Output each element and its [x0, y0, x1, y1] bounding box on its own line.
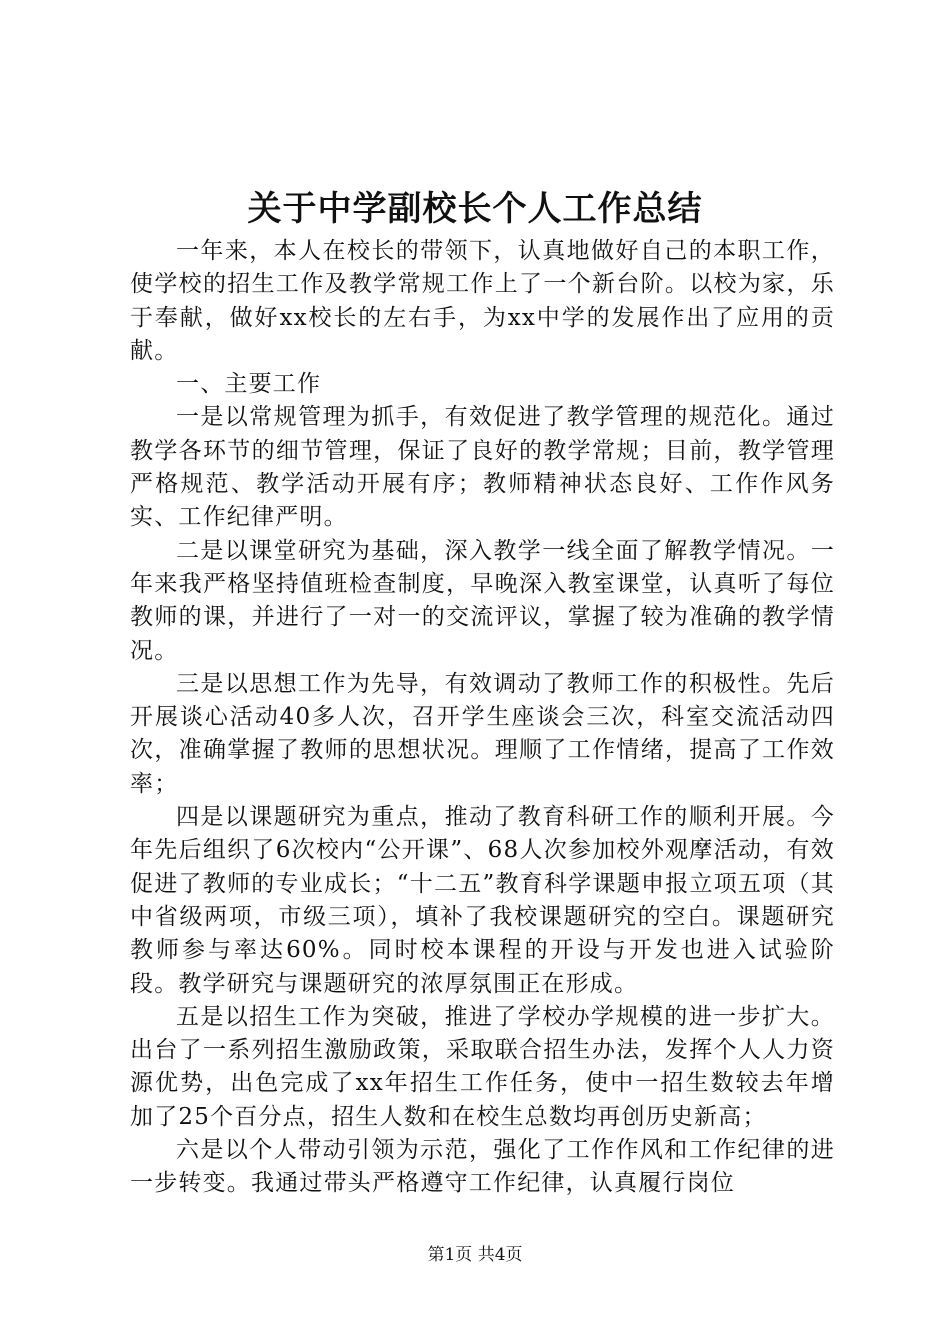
- paragraph-item-2: 二是以课堂研究为基础，深入教学一线全面了解教学情况。一年来我严格坚持值班检查制度，早晚深入教室课堂，认真听了每位教师的课，并进行了一对一的交流评议，掌握了较为准确的教学情况。: [130, 537, 835, 664]
- page-title: 关于中学副校长个人工作总结: [247, 189, 703, 229]
- paragraph-item-1: 一是以常规管理为抓手，有效促进了教学管理的规范化。通过教学各环节的细节管理，保证了良好的教学常规；目前，教学管理严格规范、教学活动开展有序；教师精神状态良好、工作作风务实、工作纪律严明。: [130, 404, 835, 531]
- page-footer: 第1页 共4页: [427, 1245, 523, 1265]
- paragraph-item-5: 五是以招生工作为突破，推进了学校办学规模的进一步扩大。出台了一系列招生激励政策，采取联合招生办法，发挥个人人力资源优势，出色完成了xx年招生工作任务，使中一招生数较去年增加了25个百分点，招生人数和在校生总数均再创历史新高；: [130, 1003, 835, 1130]
- document-body: [130, 235, 835, 1201]
- paragraph-intro: 一年来，本人在校长的带领下，认真地做好自己的本职工作，使学校的招生工作及教学常规工作上了一个新台阶。以校为家，乐于奉献，做好xx校长的左右手，为xx中学的发展作出了应用的贡献。: [130, 238, 835, 364]
- paragraph-item-3: 三是以思想工作为先导，有效调动了教师工作的积极性。先后开展谈心活动40多人次，召开学生座谈会三次，科室交流活动四次，准确掌握了教师的思想状况。理顺了工作情绪，提高了工作效率；: [130, 670, 835, 797]
- section-heading-main-work: 一、主要工作: [176, 371, 322, 398]
- paragraph-item-6: 六是以个人带动引领为示范，强化了工作作风和工作纪律的进一步转变。我通过带头严格遵守工作纪律，认真履行岗位: [130, 1137, 835, 1197]
- paragraph-item-4: 四是以课题研究为重点，推动了教育科研工作的顺利开展。今年先后组织了6次校内“公开课”、68人次参加校外观摩活动，有效促进了教师的专业成长；“十二五”教育科学课题申报立项五项（其中省级两项，市级三项），填补了我校课题研究的空白。课题研究教师参与率达60%。同时校本课程的开设与开发也进入试验阶段。教学研究与课题研究的浓厚氛围正在形成。: [130, 804, 835, 997]
